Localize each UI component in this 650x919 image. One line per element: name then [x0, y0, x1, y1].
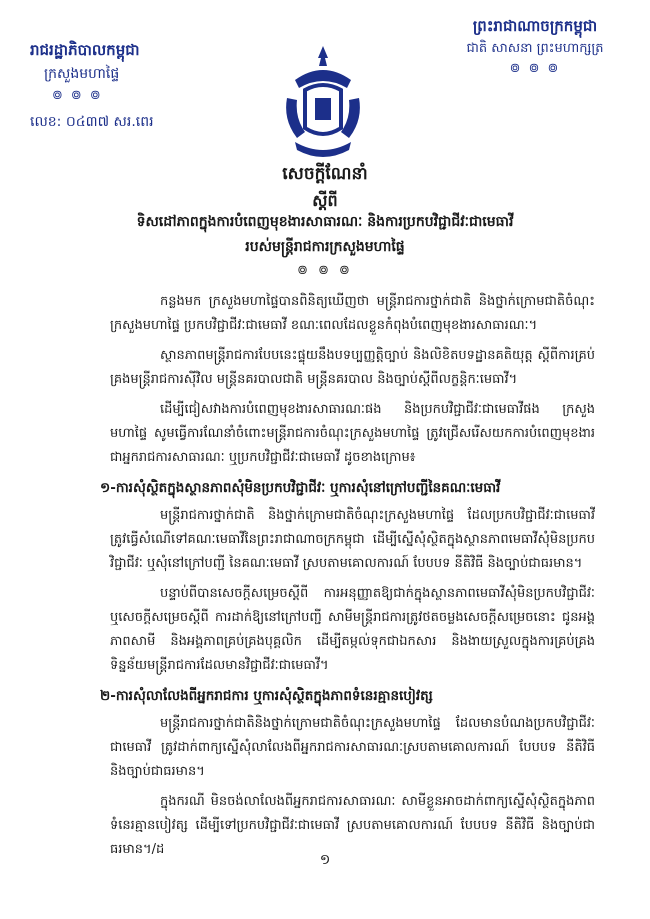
paragraph: មន្ត្រីរាជការថ្នាក់ជាតិ និងថ្នាក់ក្រោមជាតិចំណុះក្រសួងមហាផ្ទៃ ដែលប្រកបវិជ្ជាជីវៈជាមេធាវី ត្រូវធ្វើសំណើទៅគណៈមេធាវីនៃព្រះរាជាណាចក្រកម្ពុជា ដើម្បីស្នើសុំស្ថិតក្នុងស្ថានភាពមេធាវីសុំមិនប្រកបវិជ្ជាជីវៈ ឬសុំនៅក្រៅបញ្ជី នៃគណៈមេធាវី ស្របតាមគោលការណ៍ បែបបទ នីតិវិធី និងច្បាប់ជាធរមាន។: [110, 508, 595, 571]
document-subject-continued: របស់មន្ត្រីរាជការក្រសួងមហាផ្ទៃ: [245, 239, 405, 255]
paragraph: ដើម្បីជៀសវាងការបំពេញមុខងារសាធារណៈផង និងប្រកបវិជ្ជាជីវៈជាមេធាវីផង ក្រសួងមហាផ្ទៃ សូមធ្វើការណែនាំចំពោះមន្ត្រីរាជការចំណុះក្រសួងមហាផ្ទៃ ត្រូវជ្រើសរើសយកការបំពេញមុខងារជាអ្នករាជការសាធារណៈ ឬប្រកបវិជ្ជាជីវៈជាមេធាវី ដូចខាងក្រោម៖: [110, 402, 595, 465]
kingdom-name: ព្រះរាជាណាចក្រកម្ពុជា: [472, 17, 598, 35]
title-ornament: ៙ ៙ ៙: [297, 263, 353, 278]
issuer-header: [30, 38, 230, 134]
document-body: [100, 290, 595, 868]
section-heading: ២-ការសុំលាលែងពីអ្នករាជការ ឬការសុំស្ថិតក្នុងភាពទំនេរគ្មានបៀវត្ស: [100, 688, 433, 704]
document-subject: ទិសដៅភាពក្នុងការបំពេញមុខងារសាធារណៈ និងការប្រកបវិជ្ជាជីវៈជាមេធាវី: [136, 214, 514, 230]
reference-number: លេខ: ០៤៣៧ សរ.ពេរ: [30, 114, 154, 130]
kingdom-header: [440, 14, 630, 79]
header-ornament: ៙ ៙ ៙: [52, 88, 103, 103]
paragraph: ស្ថានភាពមន្ត្រីរាជការបែបនេះផ្ទុយនឹងបទប្បញ្ញត្តិច្បាប់ និងលិខិតបទដ្ឋានគតិយុត្ត ស្ដីពីការគ្រប់គ្រងមន្ត្រីរាជការស៊ីវិល មន្ត្រីនគរបាលជាតិ មន្ត្រីនគរបាល និងច្បាប់ស្ដីពីលក្ខន្តិកៈមេធាវី។: [110, 348, 595, 387]
document-subject-label: ស្ដីពី: [312, 191, 338, 210]
motto-ornament: ៙ ៙ ៙: [509, 61, 561, 76]
page-number: ១: [319, 852, 331, 868]
royal-emblem-icon: [275, 40, 371, 160]
paragraph: បន្ទាប់ពីបានសេចក្ដីសម្រេចស្ដីពី ការអនុញ្ញាតឱ្យជាក់ក្នុងស្ថានភាពមេធាវីសុំមិនប្រកបវិជ្ជាជីវៈ ឬសេចក្ដីសម្រេចស្ដីពី ការដាក់ឱ្យនៅក្រៅបញ្ជី សាមីមន្ត្រីរាជការត្រូវថតចម្លងសេចក្ដីសម្រេចនោះ ជូនអង្គភាពសាមី និងអង្គភាពគ្រប់គ្រងបុគ្គលិក ដើម្បីតម្កល់ទុកជាឯកសារ និងងាយស្រួលក្នុងការគ្រប់គ្រងទិន្នន័យមន្ត្រីរាជការដែលមានវិជ្ជាជីវៈជាមេធាវី។: [110, 586, 595, 673]
paragraph: មន្ត្រីរាជការថ្នាក់ជាតិនិងថ្នាក់ក្រោមជាតិចំណុះក្រសួងមហាផ្ទៃ ដែលមានបំណងប្រកបវិជ្ជាជីវៈជាមេធាវី ត្រូវដាក់ពាក្យស្នើសុំលាលែងពីអ្នករាជការសាធារណៈស្របតាមគោលការណ៍ បែបបទ នីតិវិធី និងច្បាប់ជាធរមាន។: [110, 716, 595, 779]
government-name: រាជរដ្ឋាភិបាលកម្ពុជា: [30, 41, 140, 59]
ministry-name: ក្រសួងមហាផ្ទៃ: [44, 66, 120, 82]
paragraph: កន្លងមក ក្រសួងមហាផ្ទៃបានពិនិត្យឃើញថា មន្ត្រីរាជការថ្នាក់ជាតិ និងថ្នាក់ក្រោមជាតិចំណុះក្រសួងមហាផ្ទៃ ប្រកបវិជ្ជាជីវៈជាមេធាវី ខណៈពេលដែលខ្លួនកំពុងបំពេញមុខងារសាធារណៈ។: [110, 294, 595, 333]
paragraph: ក្នុងករណី មិនចង់លាលែងពីអ្នករាជការសាធារណៈ សាមីខ្លួនអាចដាក់ពាក្យស្នើសុំស្ថិតក្នុងភាពទំនេរគ្មានបៀវត្ស ដើម្បីទៅប្រកបវិជ្ជាជីវៈជាមេធាវី ស្របតាមគោលការណ៍ បែបបទ នីតិវិធី និងច្បាប់ជាធរមាន។/ដ: [110, 794, 595, 857]
section-heading: ១-ការសុំស្ថិតក្នុងស្ថានភាពសុំមិនប្រកបវិជ្ជាជីវៈ ឬការសុំនៅក្រៅបញ្ជីនៃគណៈមេធាវី: [100, 480, 501, 496]
document-title: សេចក្ដីណែនាំ: [282, 164, 368, 184]
national-motto: ជាតិ សាសនា ព្រះមហាក្សត្រ: [466, 41, 604, 56]
